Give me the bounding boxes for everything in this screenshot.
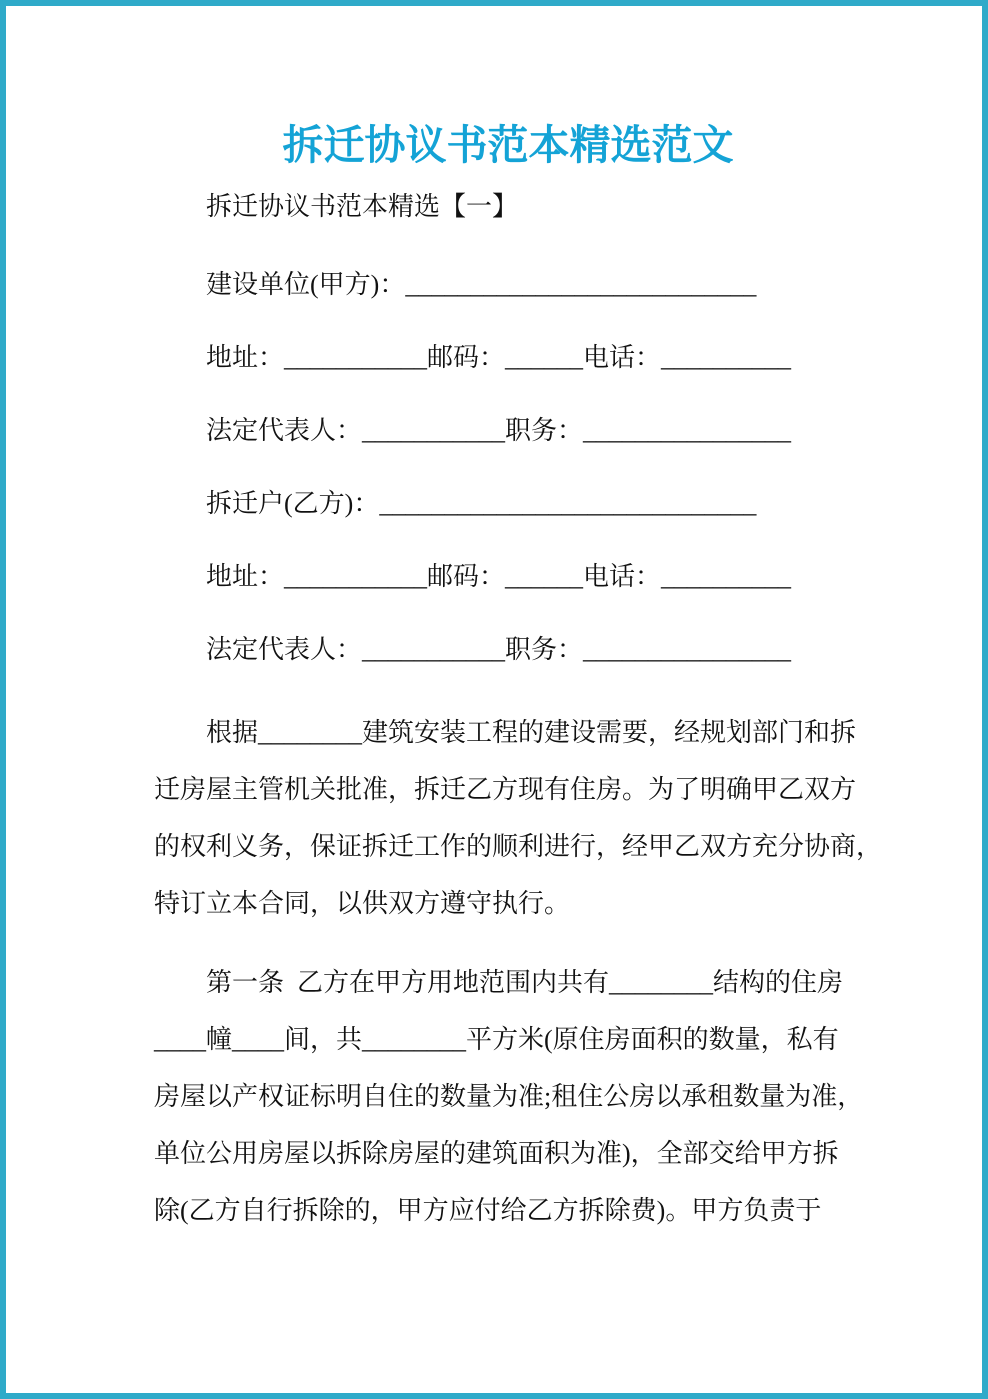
preamble-paragraph bbox=[154, 704, 883, 932]
form-line-address-a: 地址：___________邮码：______电话：__________ bbox=[206, 343, 792, 372]
paragraph-line: 根据________建筑安装工程的建设需要，经规划部门和拆 bbox=[206, 718, 857, 747]
form-line-representative-b: 法定代表人：___________职务：________________ bbox=[206, 635, 792, 664]
article-1-paragraph bbox=[154, 954, 862, 1239]
form-line-party-a: 建设单位(甲方)：___________________________ bbox=[206, 270, 757, 299]
form-line-address-b: 地址：___________邮码：______电话：__________ bbox=[206, 562, 792, 591]
form-line-party-b: 拆迁户(乙方)：_____________________________ bbox=[206, 489, 757, 518]
page-title: 拆迁协议书范本精选范文 bbox=[282, 122, 734, 168]
section-subtitle: 拆迁协议书范本精选【一】 bbox=[206, 192, 519, 221]
paragraph-line: 特订立本合同，以供双方遵守执行。 bbox=[154, 889, 571, 918]
paragraph-line: 迁房屋主管机关批准，拆迁乙方现有住房。为了明确甲乙双方 bbox=[154, 775, 857, 804]
paragraph-line: 房屋以产权证标明自住的数量为准;租住公房以承租数量为准， bbox=[154, 1082, 864, 1111]
paragraph-line: 单位公用房屋以拆除房屋的建筑面积为准)，全部交给甲方拆 bbox=[154, 1139, 839, 1168]
form-line-representative-a: 法定代表人：___________职务：________________ bbox=[206, 416, 792, 445]
document-body bbox=[6, 120, 982, 1239]
party-info-form bbox=[154, 248, 862, 686]
paragraph-line: ____幢____间，共________平方米(原住房面积的数量，私有 bbox=[154, 1025, 839, 1054]
paragraph-line: 第一条 乙方在甲方用地范围内共有________结构的住房 bbox=[206, 968, 844, 997]
paragraph-line: 的权利义务，保证拆迁工作的顺利进行，经甲乙双方充分协商， bbox=[154, 832, 883, 861]
paragraph-line: 除(乙方自行拆除的，甲方应付给乙方拆除费)。甲方负责于 bbox=[154, 1196, 822, 1225]
